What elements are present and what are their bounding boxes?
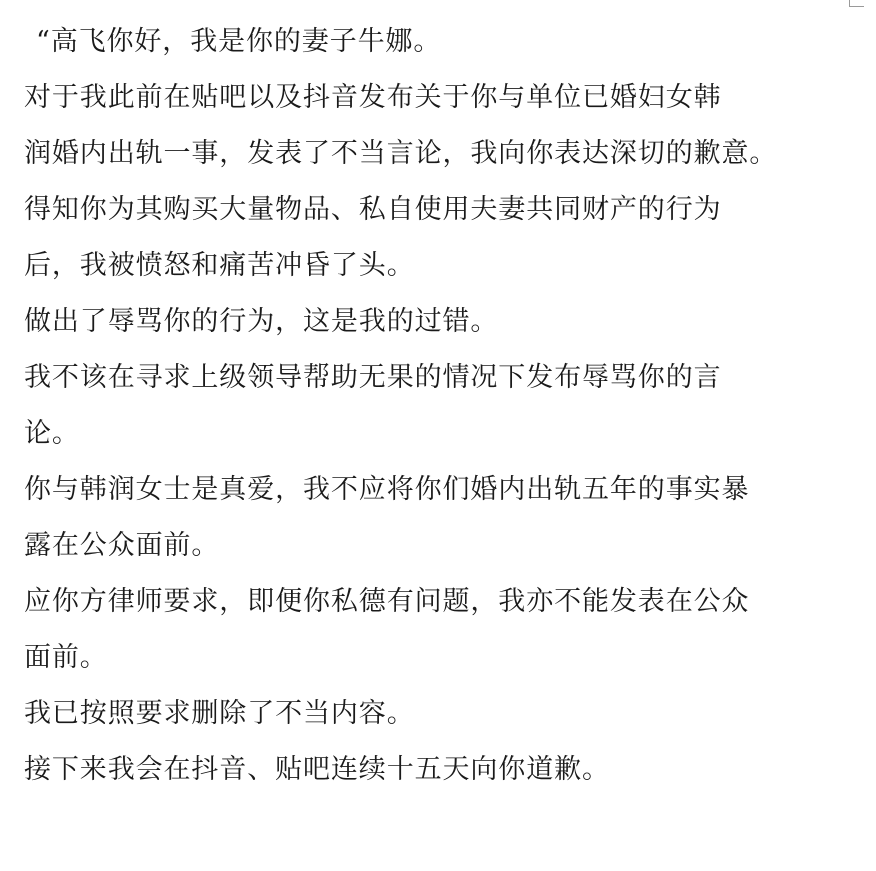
text-line: 我不该在寻求上级领导帮助无果的情况下发布辱骂你的言	[24, 362, 722, 393]
text-line: 后，我被愤怒和痛苦冲昏了头。	[24, 250, 415, 281]
text-line: “高飞你好，我是你的妻子牛娜。	[36, 26, 442, 57]
text-line: 你与韩润女士是真爱，我不应将你们婚内出轨五年的事实暴	[24, 474, 750, 505]
document-body	[24, 14, 874, 798]
text-line: 对于我此前在贴吧以及抖音发布关于你与单位已婚妇女韩	[24, 82, 722, 113]
text-line: 应你方律师要求，即便你私德有问题，我亦不能发表在公众	[24, 586, 750, 617]
text-line: 露在公众面前。	[24, 530, 220, 561]
text-line: 润婚内出轨一事，发表了不当言论，我向你表达深切的歉意。	[24, 138, 778, 169]
text-line: 论。	[24, 418, 80, 449]
text-line: 面前。	[24, 642, 108, 673]
page-corner-mark	[849, 0, 864, 7]
text-line: 接下来我会在抖音、贴吧连续十五天向你道歉。	[24, 754, 610, 785]
text-line: 得知你为其购买大量物品、私自使用夫妻共同财产的行为	[24, 194, 722, 225]
text-line: 我已按照要求删除了不当内容。	[24, 698, 415, 729]
text-line: 做出了辱骂你的行为，这是我的过错。	[24, 306, 499, 337]
